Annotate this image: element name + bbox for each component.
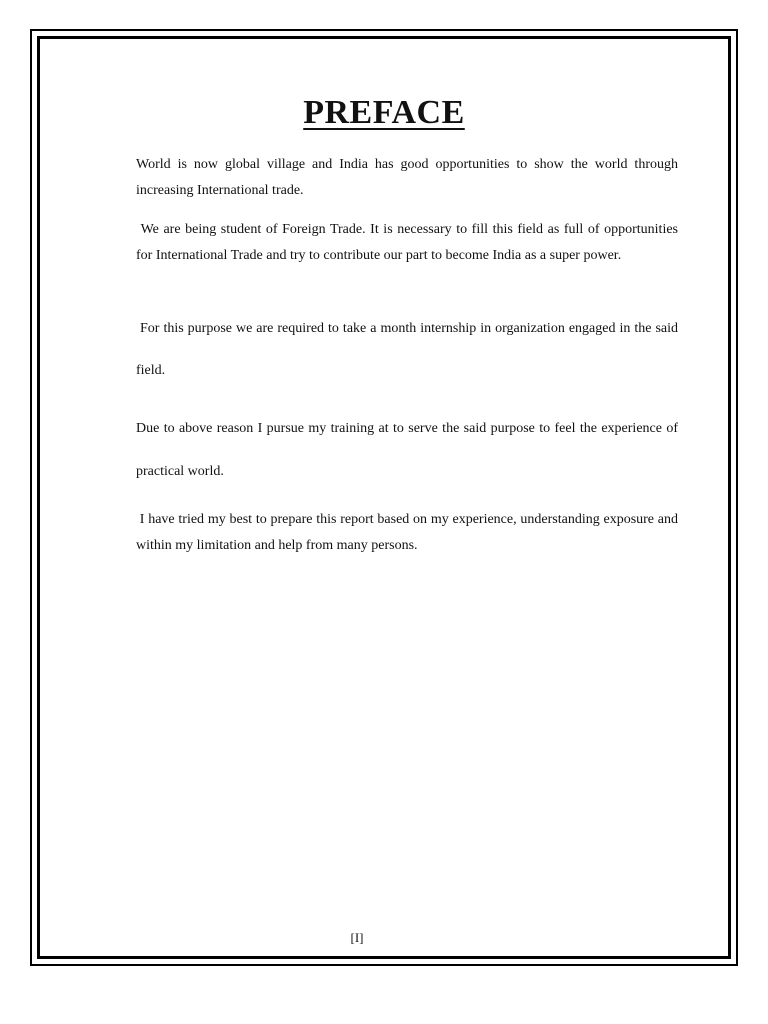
paragraph-global-village: World is now global village and India has good opportunities to show the world through increasing International trade. [136, 157, 678, 198]
paragraph-best-effort: I have tried my best to prepare this report based on my experience, understanding exposure and within my limitation and help from many persons. [136, 512, 678, 553]
page-title: PREFACE [303, 94, 465, 131]
paragraph-foreign-trade-students: We are being student of Foreign Trade. It is necessary to fill this field as full of opportunities for International Trade and try to contribute our part to become India as a super power. [136, 222, 678, 263]
paragraph-internship-purpose: For this purpose we are required to take a month internship in organization engaged in the said field. [136, 321, 678, 378]
page-number: [I] [350, 930, 364, 945]
paragraph-training-reason: Due to above reason I pursue my training at to serve the said purpose to feel the experience of practical world. [136, 421, 678, 479]
